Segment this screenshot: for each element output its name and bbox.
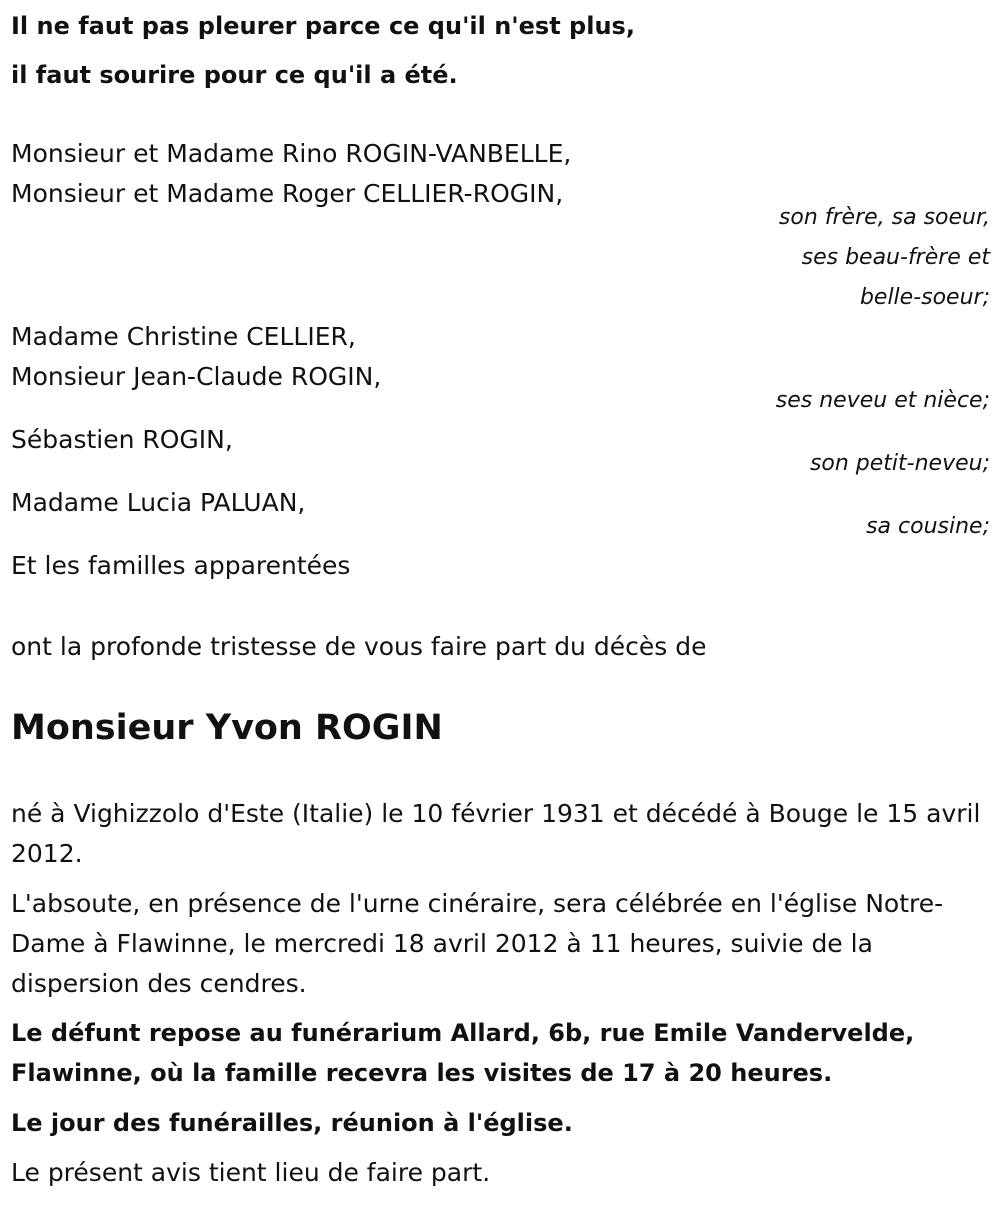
relation-label: belle-soeur; [859, 285, 990, 310]
family-member: Sébastien ROGIN, [11, 425, 233, 454]
epigraph-line-2: il faut sourire pour ce qu'il a été. [11, 61, 458, 89]
relation-label: sa cousine; [866, 514, 990, 539]
closing-note: Le présent avis tient lieu de faire part. [11, 1158, 491, 1187]
family-member: Monsieur et Madame Rino ROGIN-VANBELLE, [11, 139, 572, 168]
visitation-paragraph: Le défunt repose au funérarium Allard, 6b, rue Emile Vandervelde, Flawinne, où la famille recevra les visites de 17 à 20 heures. [11, 1019, 915, 1087]
family-member: Madame Christine CELLIER, [11, 322, 356, 351]
announcement: ont la profonde tristesse de vous faire part du décès de [11, 632, 707, 661]
birth-death-paragraph: né à Vighizzolo d'Este (Italie) le 10 février 1931 et décédé à Bouge le 15 avril 2012. [11, 799, 981, 868]
family-others: Et les familles apparentées [11, 551, 351, 580]
family-member: Monsieur et Madame Roger CELLIER-ROGIN, [11, 179, 564, 208]
ceremony-paragraph: L'absoute, en présence de l'urne cinéraire, sera célébrée en l'église Notre-Dame à Flawinne, le mercredi 18 avril 2012 à 11 heures, suivie de la dispersion des cendres. [11, 889, 944, 998]
epigraph-line-1: Il ne faut pas pleurer parce ce qu'il n'est plus, [11, 12, 635, 40]
relation-label: son frère, sa soeur, [778, 205, 990, 230]
relation-label: son petit-neveu; [809, 451, 990, 476]
relation-label: ses beau-frère et [801, 245, 990, 270]
family-member: Madame Lucia PALUAN, [11, 488, 306, 517]
family-member: Monsieur Jean-Claude ROGIN, [11, 362, 382, 391]
funeral-note: Le jour des funérailles, réunion à l'église. [11, 1109, 573, 1137]
deceased-name: Monsieur Yvon ROGIN [11, 708, 443, 748]
relation-label: ses neveu et nièce; [775, 388, 990, 413]
